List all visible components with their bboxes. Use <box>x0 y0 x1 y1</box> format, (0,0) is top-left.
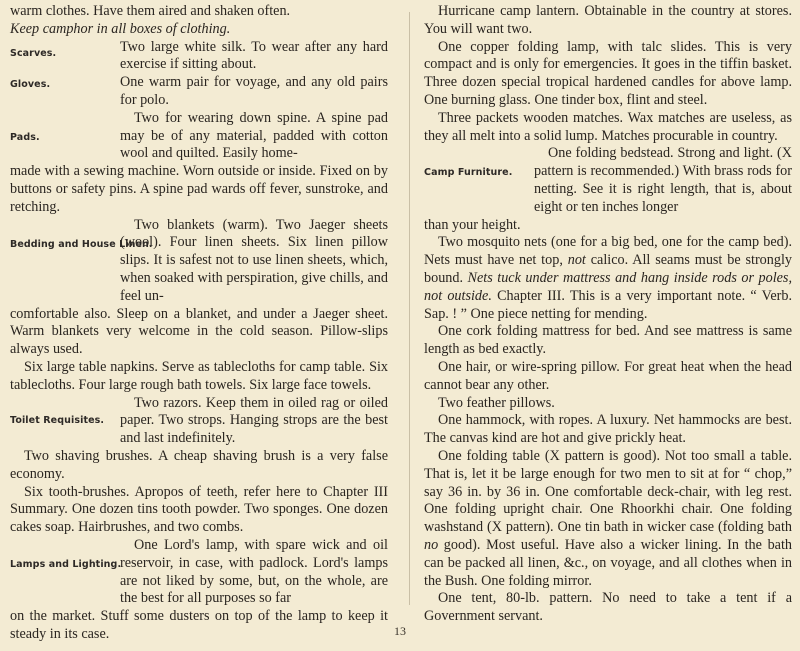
intro-line-1: warm clothes. Have them aired and shaken often. <box>10 3 291 19</box>
table-no: no <box>424 536 439 553</box>
sidenote-bedding: Bedding and House Linen. <box>10 238 153 250</box>
mosquito-part-c: Chapter III. This is a very important note. “ Verb. Sap. ! ” One piece netting for mending. <box>424 287 792 322</box>
section-toilet <box>10 395 388 448</box>
bedding-continuation: comfortable also. Sleep on a blanket, and under a Jaeger sheet. Warm blankets very welcome in the cold season. Pillow-slips always used. <box>10 305 388 358</box>
table-part-b: good). Most useful. Have also a wicker lining. In the bath can be packed all linen, &c., on voyage, and all clothes when in the Bush. One folding mirror. <box>424 536 792 589</box>
hurricane-text: Hurricane camp lantern. Obtainable in the country at stores. You will want two. <box>424 3 792 37</box>
mosquito-text <box>424 234 792 323</box>
left-column <box>10 0 388 644</box>
page-number: 13 <box>394 624 406 638</box>
sidenote-scarves: Scarves. <box>10 47 57 59</box>
copper-lamp-text: One copper folding lamp, with talc slides. This is very compact and is only for emergencies. It goes in the tiffin basket. Three dozen special tropical hardened candles for above lamp. One burning glass. One tinder box, flint and steel. <box>424 38 792 108</box>
section-gloves <box>10 74 388 110</box>
shaving-text: Two shaving brushes. A cheap shaving brush is a very false economy. <box>10 447 388 482</box>
right-column <box>424 0 792 626</box>
cork-mattress-text: One cork folding mattress for bed. And see mattress is same length as bed exactly. <box>424 323 792 358</box>
intro-line-2-italic: Keep camphor in all boxes of clothing. <box>10 20 231 37</box>
pads-text: Two for wearing down spine. A spine pad may be of any material, padded with cotton wool and quilted. Easily home- <box>120 109 388 162</box>
lamps-continuation: on the market. Stuff some dusters on top of the lamp to keep it steady in its case. <box>10 608 388 642</box>
section-bedding <box>10 217 388 306</box>
toilet-text: Two razors. Keep them in oiled rag or oiled paper. Two strops. Hanging strops are the best and last indefinitely. <box>120 394 388 447</box>
mosquito-not: not <box>567 252 586 269</box>
gloves-text: One warm pair for voyage, and any old pairs for polo. <box>120 74 388 108</box>
pads-continuation: made with a sewing machine. Worn outside or inside. Fixed on by buttons or safety pins. A spine pad wards off fever, sunstroke, and retching. <box>10 163 388 215</box>
lamps-text: One Lord's lamp, with spare wick and oil reservoir, in case, with padlock. Lord's lamps are not liked by some, but, on the whole, are the best for all purposes so far <box>120 536 388 607</box>
mosquito-italic-note: Nets tuck under mattress and hang inside rods or poles, not outside. <box>424 269 792 304</box>
tent-text: One tent, 80-lb. pattern. No need to take a tent if a Government servant. <box>424 590 792 625</box>
sidenote-gloves: Gloves. <box>10 79 51 91</box>
table-chair-text <box>424 448 792 590</box>
intro-line-2 <box>10 21 388 39</box>
tooth-text: Six tooth-brushes. Apropos of teeth, refer here to Chapter III Summary. One dozen tins tooth powder. Two sponges. One dozen cakes soap. Hairbrushes, and two combs. <box>10 483 388 536</box>
section-lamps <box>10 537 388 608</box>
sidenote-camp-furniture: Camp Furniture. <box>424 167 513 179</box>
scarves-text: Two large white silk. To wear after any hard exercise if sitting about. <box>120 38 388 73</box>
column-divider <box>409 12 410 605</box>
mosquito-part-a: Two mosquito nets (one for a big bed, one for the camp bed). Nets must have net top, <box>424 234 792 269</box>
hair-pillow-text: One hair, or wire-spring pillow. For great heat when the head cannot bear any other. <box>424 358 792 393</box>
table-linen-text: Six large table napkins. Serve as tablecloths for camp table. Six tablecloths. Four large rough bath towels. Six large face towels. <box>10 358 388 393</box>
mosquito-part-b: calico. All seams must be strongly bound. <box>424 252 793 286</box>
table-part-a: One folding table (X pattern is good). Not too small a table. That is, let it be large enough for two men to sit at for “ chop,” say 36 in. by 36 in. One comfortable deck-chair, with leg rest. One folding upright chair. One Rhoorkhi chair. One folding washstand (X pattern). One tin bath in wicker case (folding bath <box>424 447 792 536</box>
camp-furniture-continuation: than your height. <box>424 216 521 233</box>
camp-furniture-text: One folding bedstead. Strong and light. (X pattern is recommended.) With brass rods for netting. See it is right length, that is, about eight or ten inches longer <box>534 145 792 215</box>
sidenote-toilet: Toilet Requisites. <box>10 414 105 426</box>
bedding-text: Two blankets (warm). Two Jaeger sheets (wool). Four linen sheets. Six linen pillow slips. It is safest not to use linen sheets, which, when soaked with perspiration, give chills, and feel un- <box>120 216 388 304</box>
matches-text: Three packets wooden matches. Wax matches are useless, as they all melt into a solid lump. Matches procurable in country. <box>424 109 792 144</box>
hammock-text: One hammock, with ropes. A luxury. Net hammocks are best. The canvas kind are hot and give prickly heat. <box>424 412 792 447</box>
section-scarves <box>10 39 388 75</box>
section-pads <box>10 110 388 163</box>
section-camp-furniture <box>424 145 792 216</box>
feather-pillows-text: Two feather pillows. <box>438 394 555 411</box>
sidenote-pads: Pads. <box>10 131 40 143</box>
sidenote-lamps: Lamps and Lighting. <box>10 558 122 570</box>
